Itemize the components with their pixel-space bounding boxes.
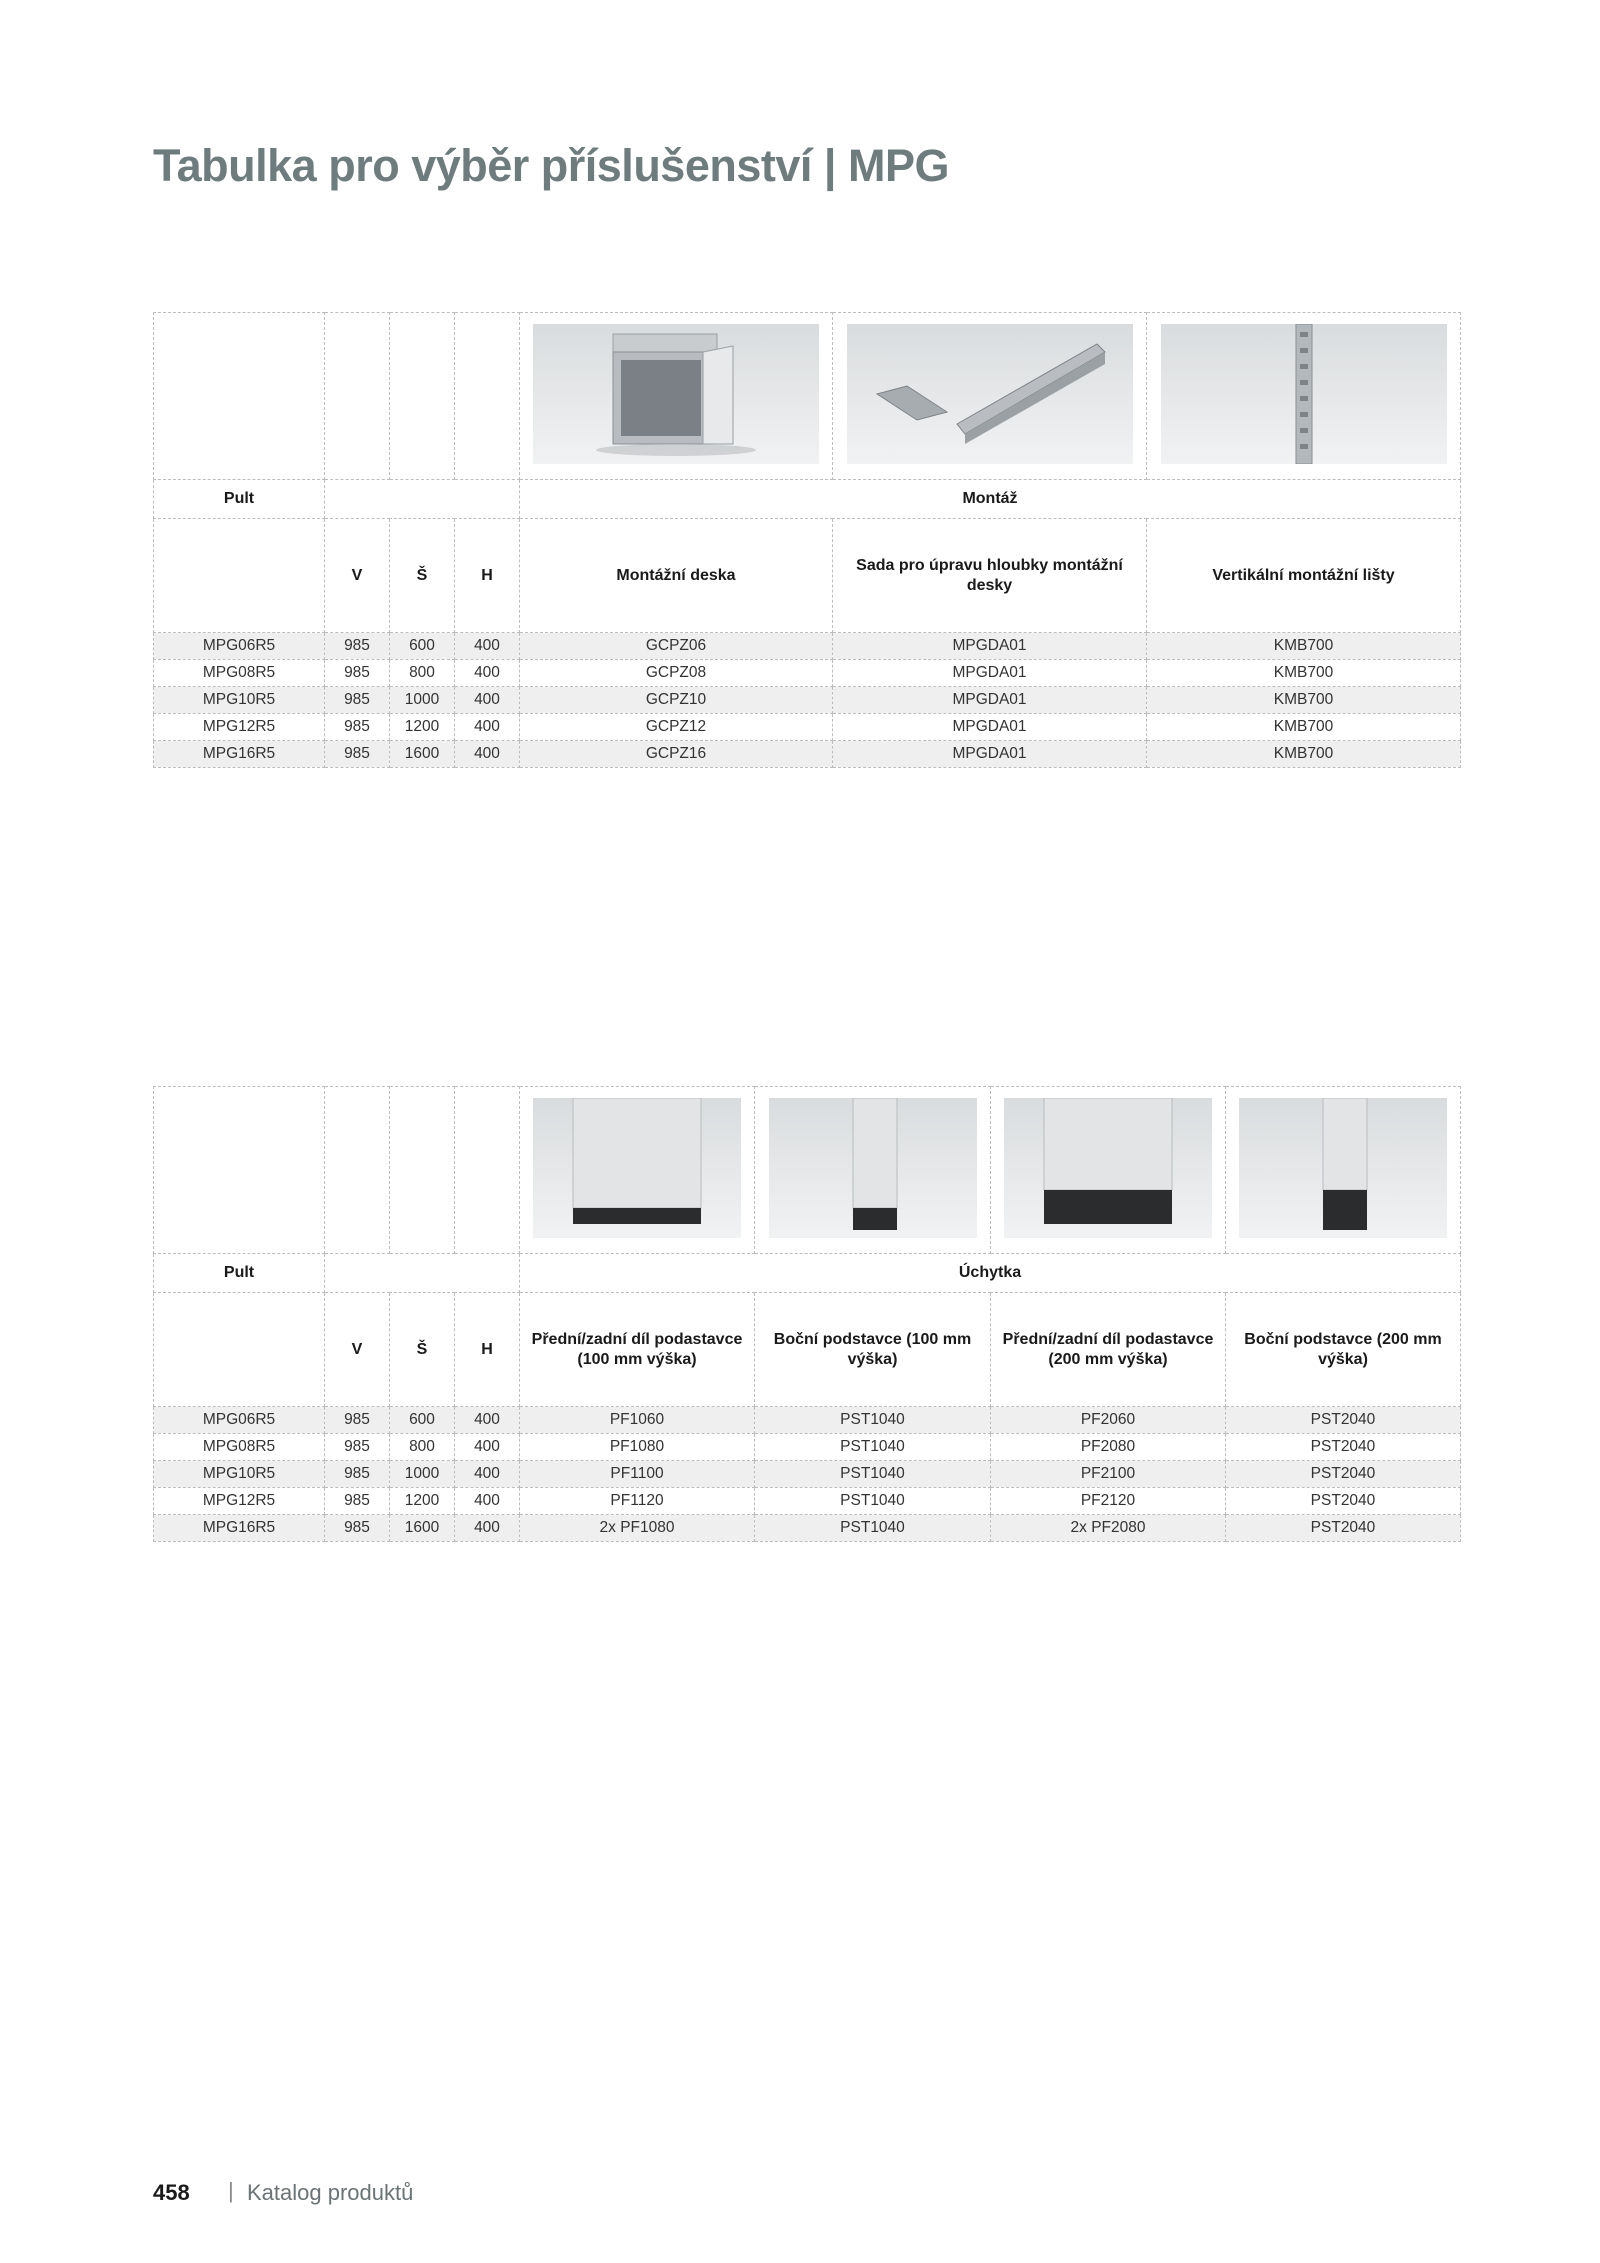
accessory-table-base <box>153 1086 1461 1542</box>
table-cell: MPGDA01 <box>833 660 1147 687</box>
table-cell: 985 <box>325 1515 390 1542</box>
header-v: V <box>325 519 390 633</box>
table-cell: 1600 <box>390 741 455 768</box>
side-base-100-image <box>769 1098 977 1238</box>
model-cell: MPG12R5 <box>154 1488 325 1515</box>
table-row <box>154 1515 1461 1542</box>
table-cell: KMB700 <box>1147 633 1461 660</box>
table-cell: PST1040 <box>755 1461 991 1488</box>
model-cell: MPG08R5 <box>154 660 325 687</box>
group-label-pult: Pult <box>154 1254 325 1293</box>
product-image-depth-kit <box>833 313 1147 480</box>
product-image-side-base-200 <box>1226 1087 1461 1254</box>
table-cell: MPGDA01 <box>833 741 1147 768</box>
page-number: 458 <box>153 2180 190 2205</box>
table-row <box>154 633 1461 660</box>
product-image-mounting-plate <box>520 313 833 480</box>
image-row <box>154 313 1461 480</box>
table-cell: 2x PF2080 <box>991 1515 1226 1542</box>
table-cell: 400 <box>455 741 520 768</box>
table-cell: MPGDA01 <box>833 687 1147 714</box>
depth-kit-image <box>847 324 1133 464</box>
empty-cell <box>154 519 325 633</box>
table-cell: PF2060 <box>991 1407 1226 1434</box>
table-cell: PF2120 <box>991 1488 1226 1515</box>
mounting-plate-image <box>533 324 819 464</box>
empty-cell <box>455 313 520 480</box>
empty-cell <box>325 1254 520 1293</box>
table-row <box>154 1461 1461 1488</box>
table-cell: 985 <box>325 714 390 741</box>
model-cell: MPG12R5 <box>154 714 325 741</box>
table-cell: PF1080 <box>520 1434 755 1461</box>
empty-cell <box>154 1087 325 1254</box>
table-row <box>154 1488 1461 1515</box>
footer-separator: | <box>228 2178 234 2203</box>
table-cell: 400 <box>455 660 520 687</box>
empty-cell <box>390 1087 455 1254</box>
table-cell: 985 <box>325 1488 390 1515</box>
model-cell: MPG06R5 <box>154 1407 325 1434</box>
table-cell: 400 <box>455 714 520 741</box>
table-cell: PF1100 <box>520 1461 755 1488</box>
header-row <box>154 519 1461 633</box>
table-cell: 600 <box>390 633 455 660</box>
product-image-front-base-200 <box>991 1087 1226 1254</box>
header-row <box>154 1293 1461 1407</box>
product-image-vertical-rails <box>1147 313 1461 480</box>
table-row <box>154 687 1461 714</box>
table-cell: 800 <box>390 660 455 687</box>
product-image-front-base-100 <box>520 1087 755 1254</box>
table-cell: PF2100 <box>991 1461 1226 1488</box>
table-cell: 985 <box>325 687 390 714</box>
table-cell: PST2040 <box>1226 1407 1461 1434</box>
model-cell: MPG10R5 <box>154 1461 325 1488</box>
header-vertical-rails: Vertikální montážní lišty <box>1147 519 1461 633</box>
table-cell: PF1060 <box>520 1407 755 1434</box>
table-cell: PF1120 <box>520 1488 755 1515</box>
empty-cell <box>325 1087 390 1254</box>
table-cell: 400 <box>455 1434 520 1461</box>
table-cell: 985 <box>325 1407 390 1434</box>
group-label-pult: Pult <box>154 480 325 519</box>
empty-cell <box>390 313 455 480</box>
table-cell: 1200 <box>390 714 455 741</box>
table-cell: 1600 <box>390 1515 455 1542</box>
header-s: Š <box>390 519 455 633</box>
header-side-base-100: Boční podstavce (100 mm výška) <box>755 1293 991 1407</box>
empty-cell <box>455 1087 520 1254</box>
front-base-200-image <box>1004 1098 1212 1238</box>
table-row <box>154 1434 1461 1461</box>
table-cell: 985 <box>325 741 390 768</box>
model-cell: MPG16R5 <box>154 1515 325 1542</box>
table-cell: 985 <box>325 660 390 687</box>
table-cell: GCPZ10 <box>520 687 833 714</box>
header-front-base-200: Přední/zadní díl podastavce (200 mm výška) <box>991 1293 1226 1407</box>
model-cell: MPG16R5 <box>154 741 325 768</box>
table-cell: PST1040 <box>755 1488 991 1515</box>
table-cell: GCPZ16 <box>520 741 833 768</box>
table-cell: GCPZ08 <box>520 660 833 687</box>
model-cell: MPG10R5 <box>154 687 325 714</box>
table-cell: 1000 <box>390 687 455 714</box>
front-base-100-image <box>533 1098 741 1238</box>
table-cell: KMB700 <box>1147 687 1461 714</box>
table-cell: PF2080 <box>991 1434 1226 1461</box>
table-cell: GCPZ06 <box>520 633 833 660</box>
table-cell: PST1040 <box>755 1515 991 1542</box>
table-cell: MPGDA01 <box>833 633 1147 660</box>
model-cell: MPG06R5 <box>154 633 325 660</box>
table-cell: PST2040 <box>1226 1488 1461 1515</box>
table-cell: 600 <box>390 1407 455 1434</box>
table-cell: 400 <box>455 1488 520 1515</box>
table-row <box>154 660 1461 687</box>
table-cell: 985 <box>325 1434 390 1461</box>
header-h: H <box>455 1293 520 1407</box>
empty-cell <box>325 480 520 519</box>
page-title: Tabulka pro výběr příslušenství | MPG <box>153 140 949 191</box>
table-cell: PST1040 <box>755 1434 991 1461</box>
table-row <box>154 714 1461 741</box>
table-row <box>154 1407 1461 1434</box>
header-side-base-200: Boční podstavce (200 mm výška) <box>1226 1293 1461 1407</box>
table-cell: 985 <box>325 633 390 660</box>
side-base-200-image <box>1239 1098 1447 1238</box>
header-h: H <box>455 519 520 633</box>
accessory-table-mounting <box>153 312 1461 768</box>
empty-cell <box>325 313 390 480</box>
table-cell: 1000 <box>390 1461 455 1488</box>
table-cell: 400 <box>455 687 520 714</box>
table-cell: PST2040 <box>1226 1515 1461 1542</box>
table-cell: 1200 <box>390 1488 455 1515</box>
group-label-mounting: Montáž <box>520 480 1461 519</box>
table-cell: PST2040 <box>1226 1434 1461 1461</box>
table-cell: 400 <box>455 1515 520 1542</box>
header-v: V <box>325 1293 390 1407</box>
header-s: Š <box>390 1293 455 1407</box>
catalog-label: Katalog produktů <box>247 2180 414 2205</box>
table-cell: 800 <box>390 1434 455 1461</box>
group-label-bracket: Úchytka <box>520 1254 1461 1293</box>
table-cell: PST1040 <box>755 1407 991 1434</box>
table-cell: 400 <box>455 1461 520 1488</box>
table-cell: KMB700 <box>1147 714 1461 741</box>
empty-cell <box>154 313 325 480</box>
table-cell: GCPZ12 <box>520 714 833 741</box>
table-cell: 2x PF1080 <box>520 1515 755 1542</box>
table-cell: 400 <box>455 633 520 660</box>
group-row <box>154 1254 1461 1293</box>
header-depth-kit: Sada pro úpravu hloubky montážní desky <box>833 519 1147 633</box>
model-cell: MPG08R5 <box>154 1434 325 1461</box>
table-cell: MPGDA01 <box>833 714 1147 741</box>
table-row <box>154 741 1461 768</box>
image-row <box>154 1087 1461 1254</box>
group-row <box>154 480 1461 519</box>
table-cell: 985 <box>325 1461 390 1488</box>
table-cell: KMB700 <box>1147 741 1461 768</box>
table-cell: KMB700 <box>1147 660 1461 687</box>
vertical-rails-image <box>1161 324 1447 464</box>
table-cell: PST2040 <box>1226 1461 1461 1488</box>
table-cell: 400 <box>455 1407 520 1434</box>
header-mounting-plate: Montážní deska <box>520 519 833 633</box>
empty-cell <box>154 1293 325 1407</box>
product-image-side-base-100 <box>755 1087 991 1254</box>
header-front-base-100: Přední/zadní díl podastavce (100 mm výška) <box>520 1293 755 1407</box>
